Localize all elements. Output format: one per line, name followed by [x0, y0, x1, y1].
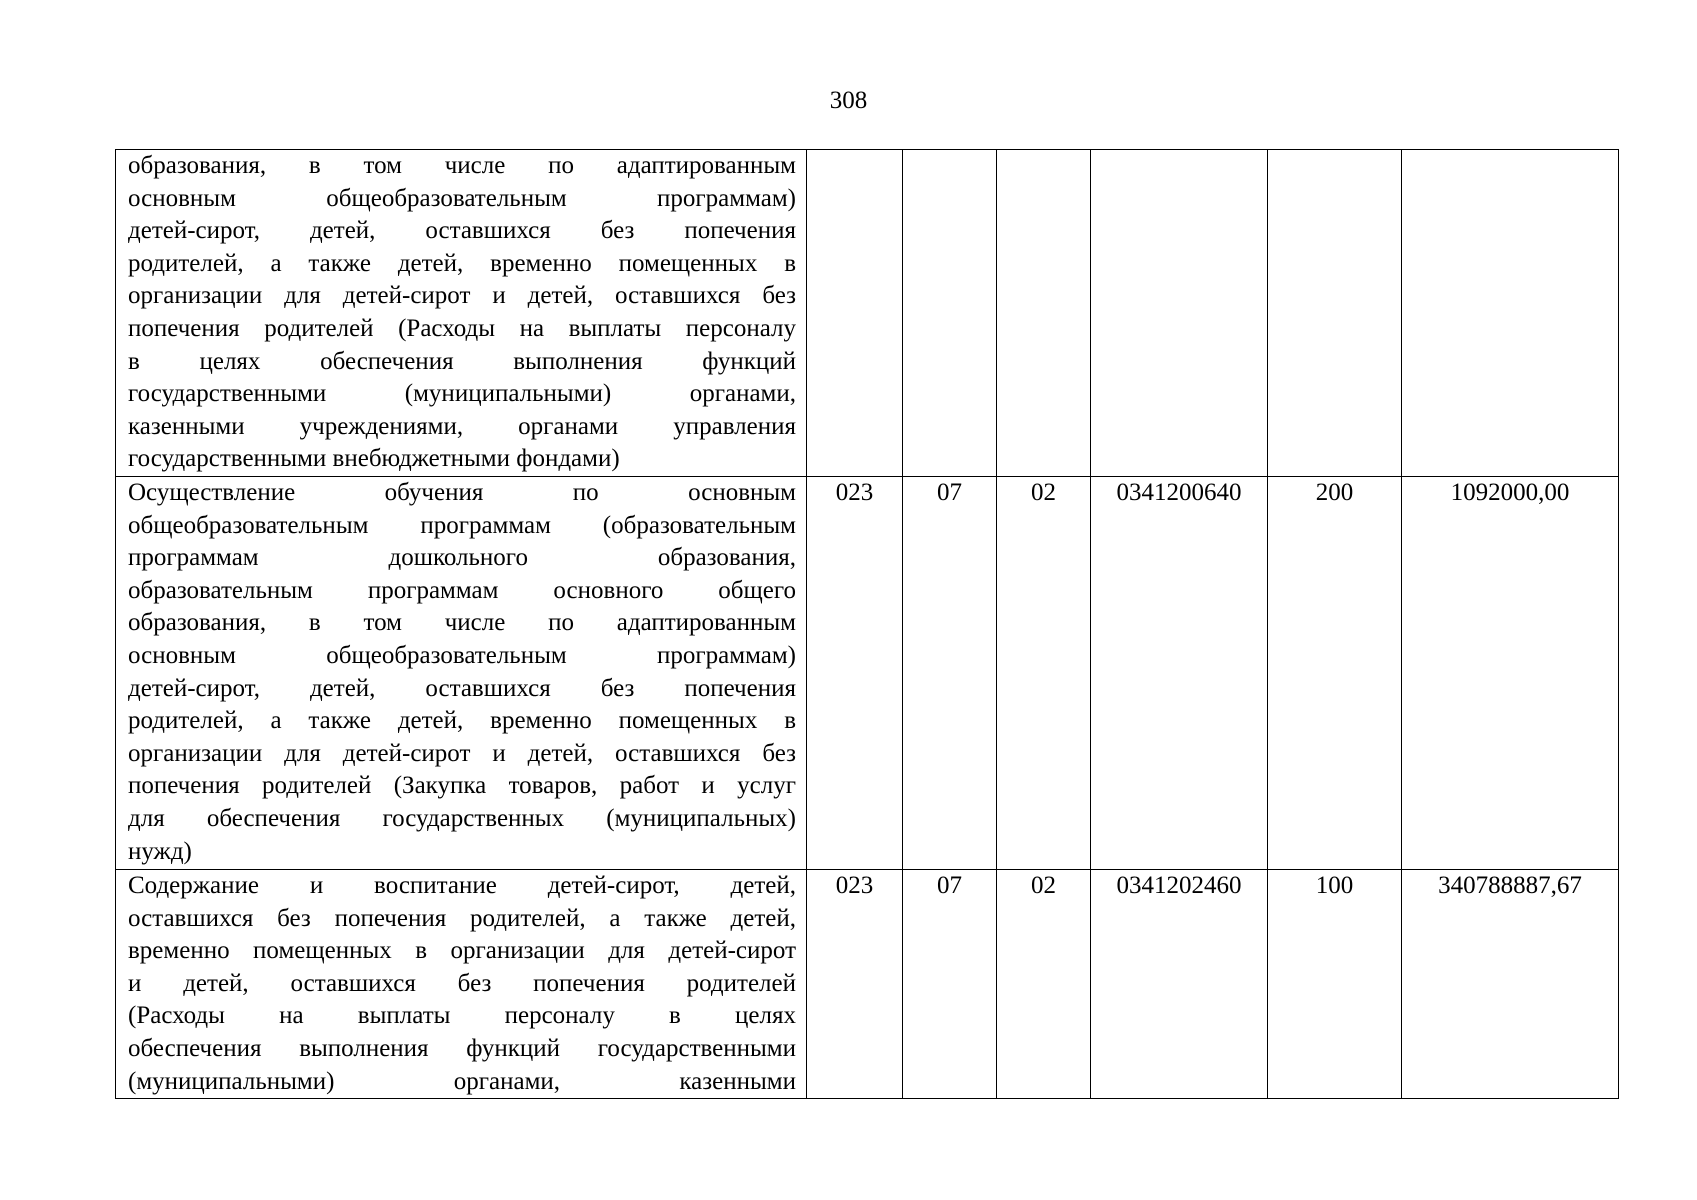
description-line: государственными внебюджетными фондами) [128, 445, 620, 473]
description-line: нужд) [128, 837, 192, 865]
section-code [903, 150, 997, 477]
description-line: программам дошкольного образования, [128, 544, 796, 572]
description-line: и детей, оставшихся без попечения родителей [128, 969, 796, 997]
amount-value: 1092000,00 [1402, 477, 1619, 870]
description-line: временно помещенных в организации для детей-сирот [128, 937, 796, 965]
description-line: оставшихся без попечения родителей, а также детей, [128, 904, 796, 932]
description-line: казенными учреждениями, органами управления [128, 412, 796, 440]
description-line: основным общеобразовательным программам) [128, 641, 796, 669]
description-line: (Расходы на выплаты персоналу в целях [128, 1002, 796, 1030]
target-article-code: 0341202460 [1091, 870, 1268, 1099]
description-line: организации для детей-сирот и детей, оставшихся без [128, 282, 796, 310]
description-line: родителей, а также детей, временно помещенных в [128, 249, 796, 277]
section-code: 07 [903, 870, 997, 1099]
description-line: образования, в том числе по адаптированным [128, 609, 796, 637]
target-article-code: 0341200640 [1091, 477, 1268, 870]
description-line: общеобразовательным программам (образовательным [128, 511, 796, 539]
description-line: государственными (муниципальными) органами, [128, 380, 796, 408]
table-row [116, 477, 1619, 870]
description-line: организации для детей-сирот и детей, оставшихся без [128, 739, 796, 767]
row-description [116, 150, 807, 477]
row-description [116, 870, 807, 1099]
description-line: детей-сирот, детей, оставшихся без попечения [128, 217, 796, 245]
ministry-code: 023 [807, 477, 903, 870]
amount-value [1402, 150, 1619, 477]
description-line: для обеспечения государственных (муниципальных) [128, 804, 796, 832]
target-article-code [1091, 150, 1268, 477]
description-line: родителей, а также детей, временно помещенных в [128, 707, 796, 735]
description-line: обеспечения выполнения функций государственными [128, 1034, 796, 1062]
table-row [116, 870, 1619, 1099]
subsection-code: 02 [997, 870, 1091, 1099]
ministry-code [807, 150, 903, 477]
budget-table [115, 149, 1619, 1099]
subsection-code: 02 [997, 477, 1091, 870]
description-line: детей-сирот, детей, оставшихся без попечения [128, 674, 796, 702]
description-line: образовательным программам основного общего [128, 576, 796, 604]
description-line: основным общеобразовательным программам) [128, 184, 796, 212]
expense-type-code: 100 [1268, 870, 1402, 1099]
description-line: Содержание и воспитание детей-сирот, детей, [128, 872, 796, 899]
ministry-code: 023 [807, 870, 903, 1099]
section-code: 07 [903, 477, 997, 870]
description-line: (муниципальными) органами, казенными [128, 1067, 796, 1095]
description-line: в целях обеспечения выполнения функций [128, 347, 796, 375]
subsection-code [997, 150, 1091, 477]
row-description [116, 477, 807, 870]
description-line: попечения родителей (Расходы на выплаты персоналу [128, 314, 796, 342]
expense-type-code: 200 [1268, 477, 1402, 870]
expense-type-code [1268, 150, 1402, 477]
page-number: 308 [829, 87, 868, 114]
description-line: Осуществление обучения по основным [128, 479, 796, 506]
amount-value: 340788887,67 [1402, 870, 1619, 1099]
description-line: попечения родителей (Закупка товаров, работ и услуг [128, 772, 796, 800]
table-row [116, 150, 1619, 477]
description-line: образования, в том числе по адаптированным [128, 152, 796, 179]
